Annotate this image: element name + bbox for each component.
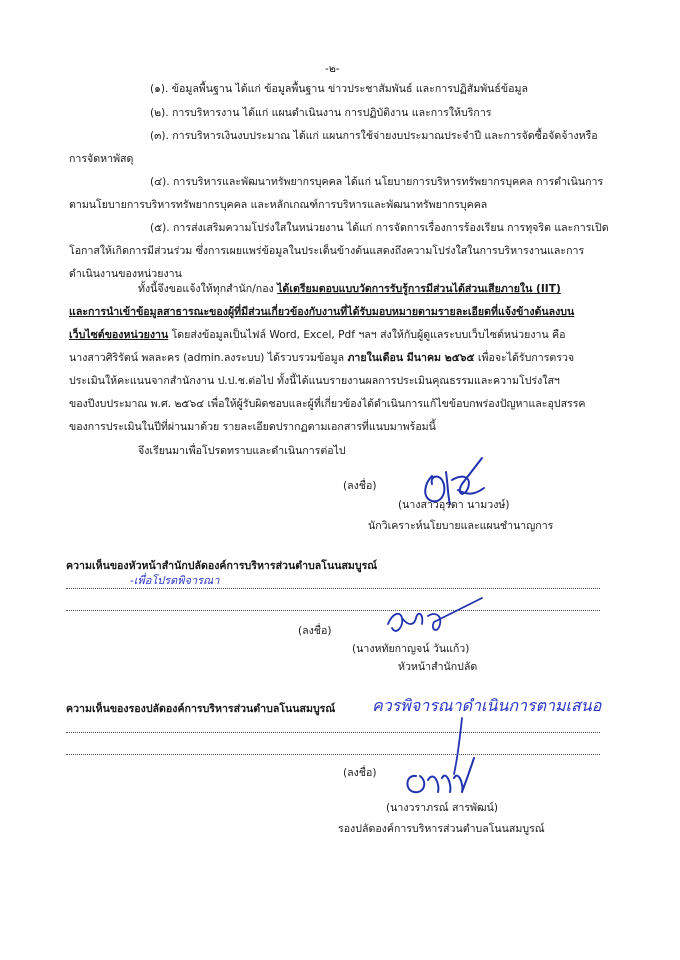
list-item: (๓). การบริหารเงินงบประมาณ ได้แก่ แผนการใช้จ่ายงบประมาณประจำปี และการจัดซื้อจัดจ้างหรือ	[150, 130, 598, 142]
closing-line: จึงเรียนมาเพื่อโปรดทราบและดำเนินการต่อไป	[138, 445, 346, 457]
list-item-continued: โอกาสให้เกิดการมีส่วนร่วม ซึ่งการเผยแพร่ข้อมูลในประเด็นข้างต้นแสดงถึงความโปร่งใสในการบริหารงานและการ	[69, 245, 585, 257]
list-item: (๒). การบริหารงาน ได้แก่ แผนดำเนินงาน การปฏิบัติงาน และการให้บริการ	[150, 107, 492, 119]
list-item-continued: ดำเนินงานของหน่วยงาน	[69, 268, 182, 280]
paragraph-text: เพื่อจะได้รับการตรวจ	[474, 352, 575, 364]
dotted-line	[66, 754, 600, 755]
dotted-line	[66, 588, 600, 589]
signer-name: (นางสาวอุรดา นามวงษ์)	[398, 499, 510, 511]
sign-label: (ลงชื่อ)	[343, 480, 377, 492]
signer-position: นักวิเคราะห์นโยบายและแผนชำนาญการ	[368, 520, 554, 532]
signer-position: หัวหน้าสำนักปลัด	[398, 661, 478, 673]
dotted-line	[66, 610, 600, 611]
section-heading: ความเห็นของรองปลัดองค์การบริหารส่วนตำบลโนนสมบูรณ์	[66, 703, 336, 715]
paragraph-line	[69, 351, 574, 365]
paragraph-text: นางสาวศิริรัตน์ พลละคร (admin.ลงระบบ) ได้รวบรวมข้อมูล	[69, 352, 348, 364]
paragraph-line	[138, 282, 561, 296]
section-heading: ความเห็นของหัวหน้าสำนักปลัดองค์การบริหารส่วนตำบลโนนสมบูรณ์	[66, 560, 378, 572]
list-item: (๕). การส่งเสริมความโปร่งใสในหน่วยงาน ได้แก่ การจัดการเรื่องการร้องเรียน การทุจริต และการเปิด	[150, 222, 609, 234]
list-item: (๑). ข้อมูลพื้นฐาน ได้แก่ ข้อมูลพื้นฐาน ข่าวประชาสัมพันธ์ และการปฏิสัมพันธ์ข้อมูล	[150, 83, 528, 95]
handwritten-signature	[398, 754, 478, 800]
sign-label: (ลงชื่อ)	[298, 625, 332, 637]
paragraph-text: ทั้งนี้จึงขอแจ้งให้ทุกสำนัก/กอง	[138, 283, 278, 295]
list-item: (๔). การบริหารและพัฒนาทรัพยากรบุคคล ได้แก่ นโยบายการบริหารทรัพยากรบุคคล การดำเนินการ	[150, 176, 604, 188]
emphasis-text: ได้เตรียมตอบแบบวัดการรับรู้การมีส่วนได้ส่วนเสียภายใน (IIT)	[277, 283, 561, 295]
paragraph-line: ของการประเมินในปีที่ผ่านมาด้วย รายละเอียดปรากฏตามเอกสารที่แนบมาพร้อมนี้	[69, 421, 436, 433]
paragraph-line: ของปีงบประมาณ พ.ศ. ๒๕๖๔ เพื่อให้ผู้รับผิดชอบและผู้ที่เกี่ยวข้องได้ดำเนินการแก้ไขข้อบกพร่องปัญหาและอุปสรรค	[69, 398, 586, 410]
signer-name: (นางหทัยกาญจน์ วันแก้ว)	[352, 643, 470, 655]
emphasis-text: เว็บไซต์ของหน่วยงาน	[69, 329, 169, 341]
handwritten-signature	[378, 596, 488, 641]
dotted-line	[66, 732, 600, 733]
signer-name: (นางวราภรณ์ สารพัฒน์)	[386, 802, 498, 814]
emphasis-text: ภายในเดือน มีนาคม ๒๕๖๕	[347, 352, 475, 364]
paragraph-line	[69, 328, 566, 342]
list-item-continued: การจัดหาพัสดุ	[69, 153, 134, 165]
handwritten-comment: ควรพิจารณาดำเนินการตามเสนอ	[372, 696, 602, 715]
paragraph-line: และการนำเข้าข้อมูลสาธารณะของผู้ที่มีส่วนเกี่ยวข้องกับงานที่ได้รับมอบหมายตามรายละเอียดที่แจ้งข้างต้นลงบน	[69, 306, 575, 318]
handwritten-comment: -เพื่อโปรดพิจารณา	[130, 574, 220, 587]
paragraph-line: ประเมินให้คะแนนจากสำนักงาน ป.ป.ช.ต่อไป ทั้งนี้ได้แนบรายงานผลการประเมินคุณธรรมและความโปร่งใสฯ	[69, 375, 560, 387]
paragraph-text: โดยส่งข้อมูลเป็นไฟล์ Word, Excel, Pdf ฯลฯ ส่งให้กับผู้ดูแลระบบเว็บไซต์หน่วยงาน คือ	[168, 329, 566, 341]
signer-position: รองปลัดองค์การบริหารส่วนตำบลโนนสมบูรณ์	[338, 823, 545, 835]
list-item-continued: ตามนโยบายการบริหารทรัพยากรบุคคล และหลักเกณฑ์การบริหารและพัฒนาทรัพยากรบุคคล	[69, 199, 488, 211]
sign-label: (ลงชื่อ)	[343, 767, 377, 779]
page-number: -๒-	[325, 63, 340, 75]
